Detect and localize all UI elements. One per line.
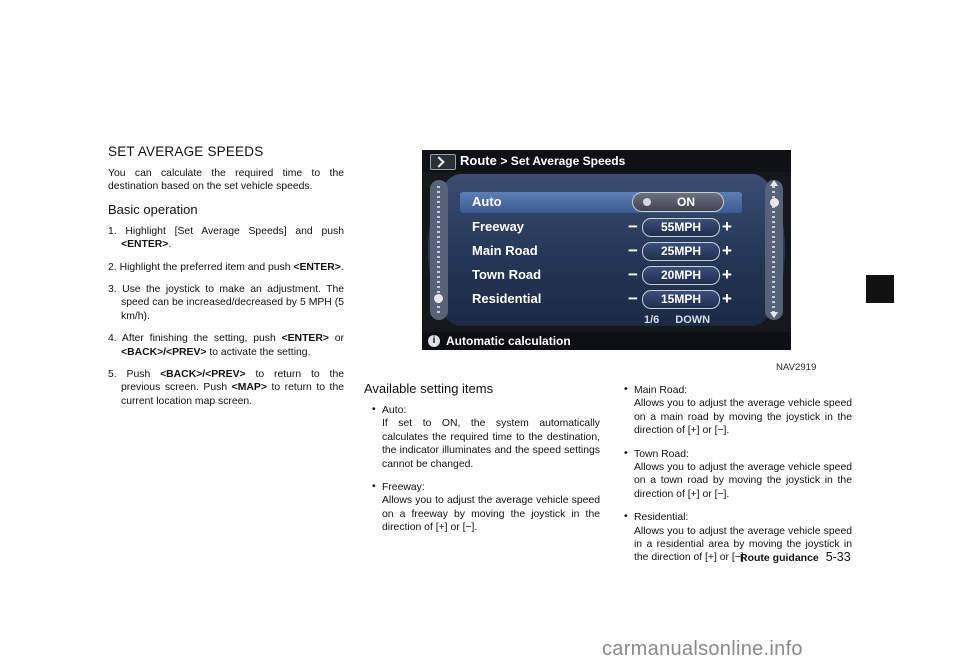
page-indicator bbox=[644, 314, 710, 326]
item-name: Residential: bbox=[634, 512, 689, 524]
minus-icon[interactable]: − bbox=[628, 265, 638, 284]
speed-value: 55MPH bbox=[642, 218, 720, 237]
left-column bbox=[108, 144, 344, 417]
setting-row-main-road[interactable] bbox=[460, 241, 742, 262]
item-description: Allows you to adjust the average vehicle speed on a main road by moving the joystick in the direction of [+] or [−]. bbox=[634, 398, 852, 437]
scroll-down-icon bbox=[770, 312, 778, 318]
page-number: 1/6 bbox=[644, 314, 660, 326]
auto-toggle[interactable]: ON bbox=[632, 192, 724, 212]
intro-paragraph: You can calculate the required time to the destination based on the set vehicle speeds. bbox=[108, 168, 344, 193]
step-item: 3. Use the joystick to make an adjustment. The speed can be increased/decreased by 5 MPH (5 km/h). bbox=[108, 284, 345, 322]
plus-icon[interactable]: + bbox=[722, 289, 732, 308]
speed-value: 20MPH bbox=[642, 266, 720, 285]
bullet: • bbox=[624, 447, 628, 459]
setting-label: Freeway bbox=[472, 219, 525, 234]
down-button[interactable]: DOWN bbox=[675, 314, 711, 326]
setting-label: Town Road bbox=[472, 267, 542, 282]
items-column-1 bbox=[372, 404, 600, 545]
basic-operation-heading: Basic operation bbox=[108, 201, 198, 217]
minus-icon[interactable]: − bbox=[628, 217, 638, 236]
info-bar bbox=[422, 332, 791, 350]
bullet: • bbox=[372, 404, 376, 415]
setting-label: Residential bbox=[472, 291, 542, 306]
item-description: Allows you to adjust the average vehicle speed on a freeway by moving the joystick in the direction of [+] or [−]. bbox=[382, 495, 600, 534]
list-item bbox=[624, 384, 852, 438]
item-description: Allows you to adjust the average vehicle speed on a town road by moving the joystick in the direction of [+] or [−]. bbox=[634, 462, 852, 500]
setting-row-town-road[interactable] bbox=[460, 265, 742, 286]
speed-value: 25MPH bbox=[642, 242, 720, 261]
setting-row-residential[interactable] bbox=[460, 289, 742, 310]
item-description: If set to ON, the system automatically calculates the required time to the destination, the indicator illuminates and the speed settings cannot be changed. bbox=[382, 418, 600, 470]
route-back-icon bbox=[430, 154, 456, 170]
minus-icon[interactable]: − bbox=[628, 241, 638, 260]
section-title: SET AVERAGE SPEEDS bbox=[108, 144, 264, 159]
steps-list bbox=[108, 225, 344, 408]
nav-screen-figure bbox=[422, 150, 791, 350]
step-item: 2. Highlight the preferred item and push <ENTER>. bbox=[108, 261, 344, 273]
items-column-2 bbox=[624, 384, 852, 575]
footer-section: Route guidance bbox=[740, 552, 819, 564]
item-description: Allows you to adjust the average vehicle speed in a residential area by moving the joystick in the direction of [+] or [−]. bbox=[634, 525, 852, 564]
item-name: Main Road: bbox=[634, 385, 688, 396]
info-icon: i bbox=[428, 335, 440, 347]
list-item bbox=[372, 481, 600, 535]
chapter-tab bbox=[866, 275, 894, 303]
scroll-up-icon bbox=[770, 180, 778, 186]
step-item: 5. Push <BACK>/<PREV> to return to the previous screen. Push <MAP> to return to the current location map screen. bbox=[108, 369, 344, 407]
step-item: 1. Highlight [Set Average Speeds] and push <ENTER>. bbox=[108, 225, 344, 251]
bullet: • bbox=[624, 511, 628, 523]
bullet: • bbox=[372, 481, 376, 493]
watermark: carmanualsonline.info bbox=[602, 638, 803, 660]
page-number: 5-33 bbox=[825, 550, 851, 564]
plus-icon[interactable]: + bbox=[722, 217, 732, 236]
setting-label: Auto bbox=[472, 194, 502, 209]
indicator-icon bbox=[643, 198, 651, 206]
screen-title: Route bbox=[460, 153, 497, 168]
bullet: • bbox=[624, 384, 628, 395]
page-footer bbox=[740, 550, 851, 564]
setting-label: Main Road bbox=[472, 243, 538, 258]
setting-row-auto[interactable] bbox=[460, 192, 742, 213]
scroll-position-icon bbox=[770, 198, 779, 207]
screen-title-bar bbox=[422, 150, 791, 172]
figure-caption: NAV2919 bbox=[776, 362, 817, 373]
setting-row-freeway[interactable] bbox=[460, 217, 742, 238]
minus-icon[interactable]: − bbox=[628, 289, 638, 308]
available-heading: Available setting items bbox=[364, 381, 494, 396]
left-indicator-icon bbox=[434, 294, 443, 303]
plus-icon[interactable]: + bbox=[722, 265, 732, 284]
list-item bbox=[372, 404, 600, 471]
step-item: 4. After finishing the setting, push <ENTER> or <BACK>/<PREV> to activate the setting. bbox=[108, 333, 344, 358]
list-item bbox=[624, 448, 852, 502]
item-name: Freeway: bbox=[382, 482, 425, 494]
info-text: Automatic calculation bbox=[446, 334, 571, 348]
item-name: Town Road: bbox=[634, 448, 689, 460]
speed-value: 15MPH bbox=[642, 290, 720, 309]
plus-icon[interactable]: + bbox=[722, 241, 732, 260]
item-name: Auto: bbox=[382, 405, 407, 416]
screen-subtitle: > Set Average Speeds bbox=[500, 154, 626, 168]
